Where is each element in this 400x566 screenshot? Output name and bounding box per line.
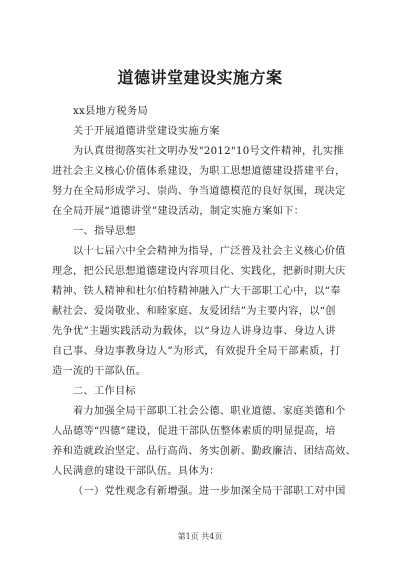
paragraph-line: 为认真贯彻落实社文明办发"2012"10号文件精神，扎实推: [73, 146, 344, 157]
paragraph-line: 在全局开展“道德讲堂”建设活动，制定实施方案如下：: [52, 206, 305, 217]
item-one-line: （一）党性观念有新增强。进一步加深全局干部职工对中国: [73, 486, 346, 497]
subject-line: 关于开展道德讲堂建设实施方案: [73, 126, 220, 137]
document-title: 道德讲堂建设实施方案: [117, 68, 283, 87]
paragraph-line: 精神、铁人精神和杜尔伯特精神融入广大干部职工心中，以“奉: [52, 286, 341, 297]
paragraph-line: 着力加强全局干部职工社会公德、职业道德、家庭美德和个: [73, 406, 346, 417]
paragraph-line: 自己事、身边事教身边人”为形式，有效提升全局干部素质，打: [52, 346, 341, 357]
document-body: [52, 102, 357, 502]
org-line: xx县地方税务局: [73, 106, 149, 117]
section1-paragraph: [52, 242, 352, 382]
paragraph-line: 理念，把公民思想道德建设内容项目化、实践化，把新时期大庆: [52, 266, 346, 277]
paragraph-line: 人民满意的建设干部队伍。具体为：: [52, 466, 220, 477]
paragraph-line: 进社会主义核心价值体系建设，为职工思想道德建设搭建平台，: [52, 166, 346, 177]
paragraph-line: 以十七届六中全会精神为指导，广泛普及社会主义核心价值: [73, 246, 346, 257]
paragraph-line: 造一流的干部队伍。: [52, 366, 147, 377]
section2-paragraph: [52, 402, 357, 482]
page-number-footer: 第1页 共4页: [177, 532, 223, 541]
paragraph-line: 努力在全局形成学习、崇尚、争当道德模范的良好氛围，现决定: [52, 186, 346, 197]
section-heading-guiding-ideology: 一、指导思想: [73, 226, 136, 237]
section-heading-work-goals: 二、工作目标: [73, 386, 136, 397]
paragraph-line: 人品德等“四德”建设，促进干部队伍整体素质的明显提高，培: [52, 426, 336, 437]
paragraph-line: 养和造就政治坚定、品行高尚、务实创新、勤政廉洁、团结高效、: [52, 446, 357, 457]
intro-paragraph: [52, 142, 352, 222]
paragraph-line: 献社会、爱岗敬业、和睦家庭、友爱团结”为主要内容，以“创: [52, 306, 336, 317]
paragraph-line: 先争优”主题实践活动为载体，以“身边人讲身边事、身边人讲: [52, 326, 336, 337]
